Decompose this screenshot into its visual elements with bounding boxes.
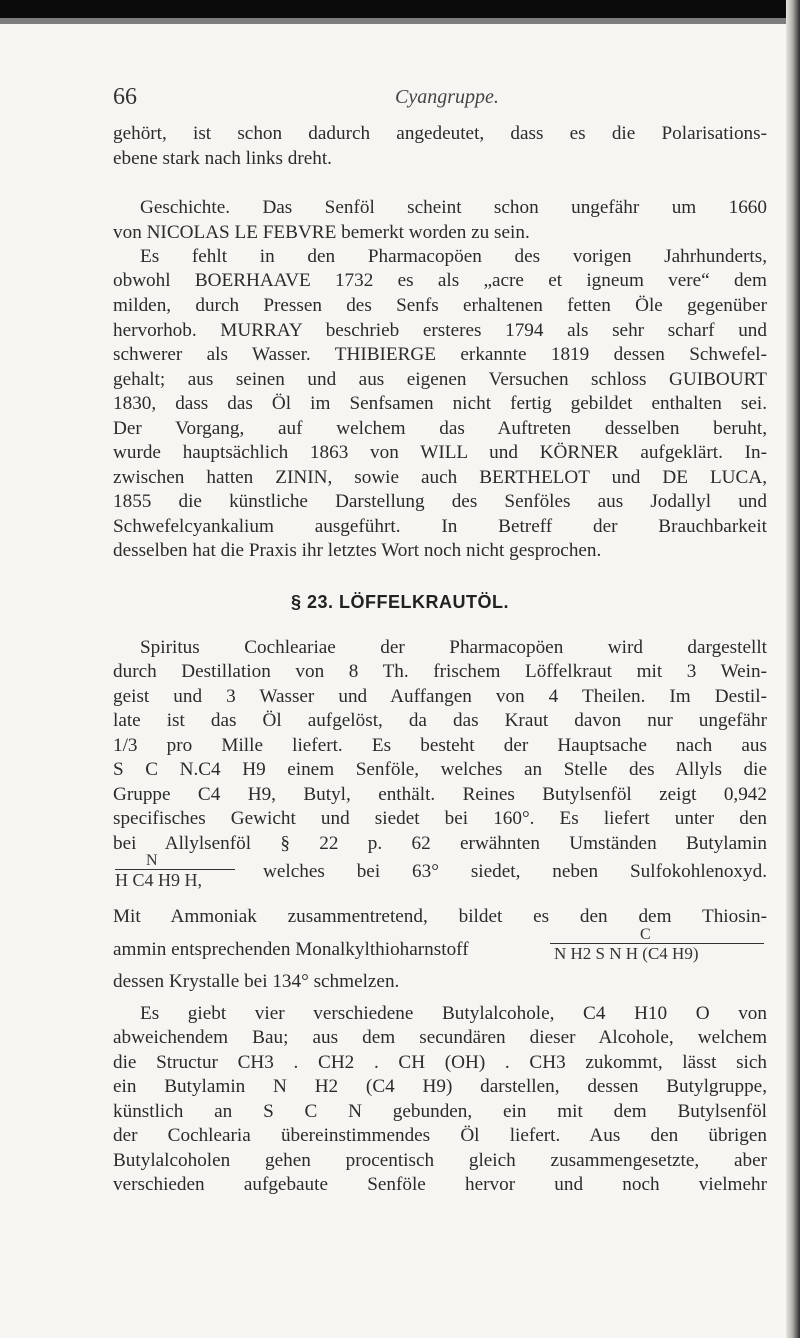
text-line: 1830, dass das Öl im Senfsamen nicht fertig gebildet enthalten sei. [113,393,767,414]
text-line: Es fehlt in den Pharmacopöen des vorigen Jahrhunderts, [140,246,767,267]
text-line: ein Butylamin N H2 (C4 H9) darstellen, dessen Butylgruppe, [113,1076,767,1097]
text-line: 1855 die künstliche Darstellung des Senföles aus Jodallyl und [113,491,767,512]
text-line: Mit Ammoniak zusammentretend, bildet es den dem Thiosin- [113,906,767,927]
page-number: 66 [113,84,137,110]
text-line: gehört, ist schon dadurch angedeutet, dass es die Polarisations- [113,123,767,144]
text-line: von NICOLAS LE FEBVRE bemerkt worden zu sein. [113,222,530,243]
scan-top-shadow [0,18,800,24]
text-line: ammin entsprechenden Monalkylthioharnstoff [113,939,469,960]
formula-butylamin: H C4 H9 H, [115,870,203,890]
text-line: hervorhob. MURRAY beschrieb ersteres 1794 als sehr scharf und [113,320,767,341]
section-heading: § 23. LÖFFELKRAUTÖL. [290,592,509,612]
text-line: dessen Krystalle bei 134° schmelzen. [113,971,400,992]
text-line: geist und 3 Wasser und Auffangen von 4 Theilen. Im Destil- [113,686,767,707]
text-line: desselben hat die Praxis ihr letztes Wort noch nicht gesprochen. [113,540,602,561]
text-line: Es giebt vier verschiedene Butylalcohole, C4 H10 O von [140,1003,767,1024]
text-line: Schwefelcyankalium ausgeführt. In Betreff der Brauchbarkeit [113,516,767,537]
text-line: late ist das Öl aufgelöst, da das Kraut davon nur ungefähr [113,710,767,731]
text-line: durch Destillation von 8 Th. frischem Löffelkraut mit 3 Wein- [113,661,767,682]
text-line: abweichendem Bau; aus dem secundären dieser Alcohole, welchem [113,1027,767,1048]
text-line: Gruppe C4 H9, Butyl, enthält. Reines Butylsenföl zeigt 0,942 [113,784,767,805]
text-line: obwohl BOERHAAVE 1732 es als „acre et igneum vere“ dem [113,270,767,291]
running-head: Cyangruppe. [395,86,499,108]
text-line: künstlich an S C N gebunden, ein mit dem Butylsenföl [113,1101,767,1122]
text-line: Geschichte. Das Senföl scheint schon ungefähr um 1660 [140,197,767,218]
text-line: welches bei 63° siedet, neben Sulfokohlenoxyd. [263,861,767,882]
text-line: zwischen hatten ZININ, sowie auch BERTHELOT und DE LUCA, [113,467,767,488]
text-line: milden, durch Pressen des Senfs erhaltenen fetten Öle gegenüber [113,295,767,316]
text-line: Butylalcoholen gehen procentisch gleich zusammengesetzte, aber [113,1150,767,1171]
scan-right-edge [786,0,800,1338]
text-line: S C N.C4 H9 einem Senföle, welches an Stelle des Allyls die [113,759,767,780]
text-line: der Cochlearia übereinstimmendes Öl liefert. Aus den übrigen [113,1125,767,1146]
text-line: wurde hauptsächlich 1863 von WILL und KÖRNER aufgeklärt. In- [113,442,767,463]
formula-top-atom: N [146,852,158,869]
text-line: gehalt; aus seinen und aus eigenen Versuchen schloss GUIBOURT [113,369,767,390]
formula-thioharnstoff: N H2 S N H (C4 H9) [554,944,699,963]
scan-top-edge [0,0,800,18]
text-line: specifisches Gewicht und siedet bei 160°. Es liefert unter den [113,808,767,829]
formula-top-atom: C [640,926,651,943]
text-line: bei Allylsenföl § 22 p. 62 erwähnten Umständen Butylamin [113,833,767,854]
text-line: ebene stark nach links dreht. [113,148,332,169]
text-line: Der Vorgang, auf welchem das Auftreten desselben beruht, [113,418,767,439]
text-line: schwerer als Wasser. THIBIERGE erkannte 1819 dessen Schwefel- [113,344,767,365]
text-line: 1/3 pro Mille liefert. Es besteht der Hauptsache nach aus [113,735,767,756]
text-line: verschieden aufgebaute Senföle hervor und noch vielmehr [113,1174,767,1195]
text-line: Spiritus Cochleariae der Pharmacopöen wird dargestellt [140,637,767,658]
text-line: die Structur CH3 . CH2 . CH (OH) . CH3 zukommt, lässt sich [113,1052,767,1073]
